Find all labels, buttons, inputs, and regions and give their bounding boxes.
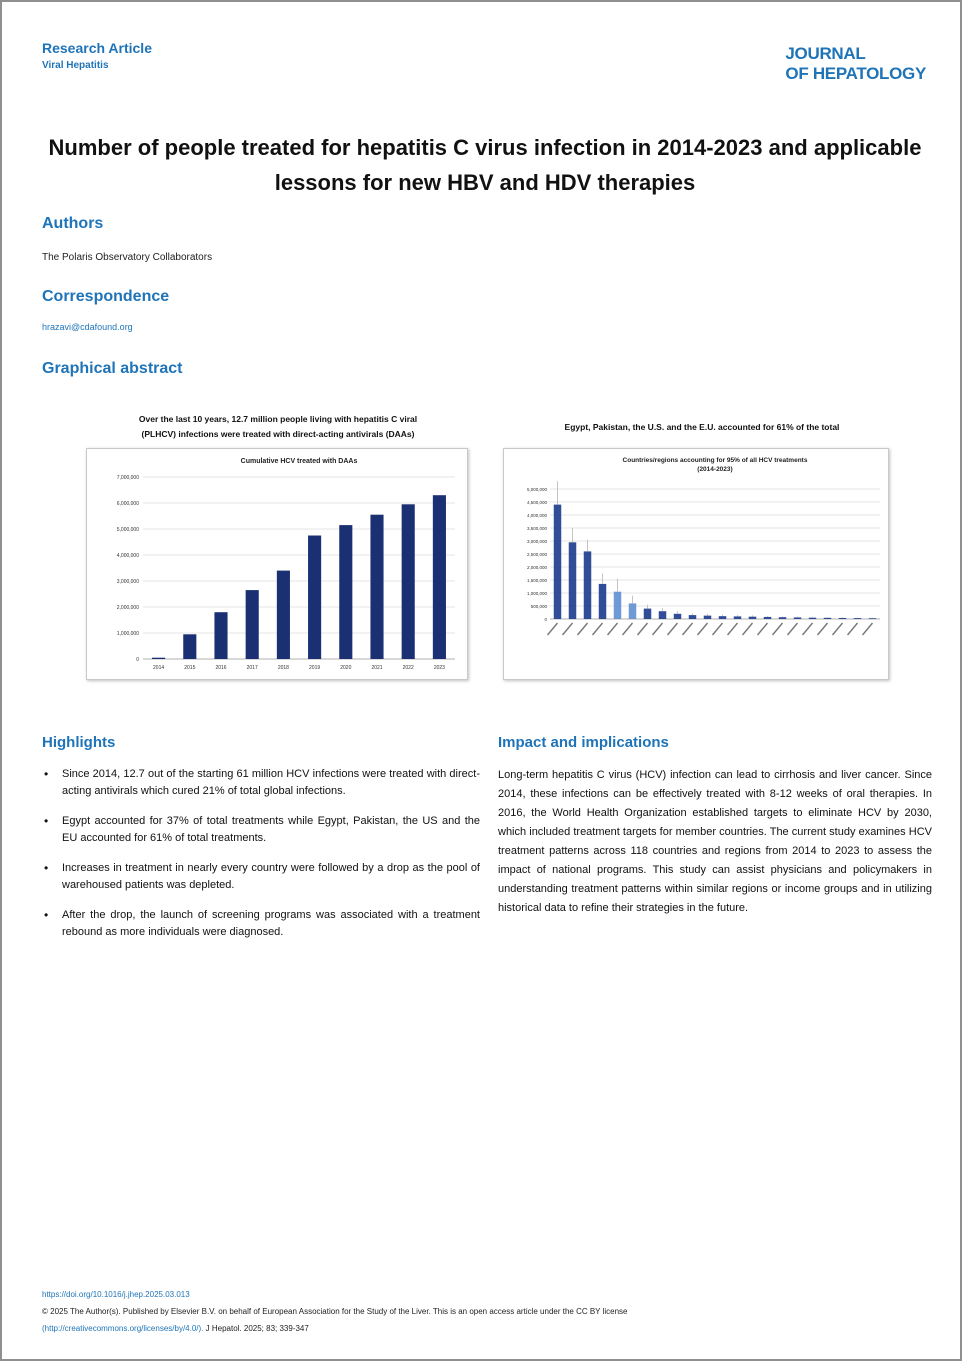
bar: [183, 634, 196, 659]
highlights-list: [42, 766, 480, 954]
x-tick-mark: [623, 623, 633, 635]
y-tick-label: 5,000,000: [526, 487, 547, 492]
highlight-item: • Since 2014, 12.7 out of the starting 61 million HCV infections were treated with direct-acting antivirals which cured 21% of total global infections.: [42, 766, 480, 800]
x-tick-label: 2018: [277, 665, 289, 671]
y-tick-label: 0: [136, 657, 139, 663]
correspondence-heading: Correspondence: [42, 288, 170, 305]
license-line: [42, 1320, 934, 1337]
bar: [339, 525, 352, 659]
x-tick-label: 2023: [433, 665, 445, 671]
y-tick-label: 3,500,000: [526, 526, 547, 531]
highlights-heading: Highlights: [42, 734, 116, 751]
x-tick-mark: [728, 623, 738, 635]
journal-logo: [785, 44, 926, 84]
x-tick-label: 2020: [340, 665, 352, 671]
graphical-abstract-heading: Graphical abstract: [42, 360, 183, 377]
x-tick-mark: [743, 623, 753, 635]
x-tick-mark: [578, 623, 588, 635]
x-tick-label: 2019: [309, 665, 321, 671]
y-tick-label: 5,000,000: [116, 527, 139, 533]
highlight-item: • Increases in treatment in nearly every country were followed by a drop as the pool of warehoused patients was depleted.: [42, 860, 480, 894]
x-tick-mark: [803, 623, 813, 635]
y-tick-label: 4,500,000: [526, 500, 547, 505]
country-treatments-chart-svg: [504, 449, 888, 679]
x-tick-mark: [563, 623, 573, 635]
y-tick-label: 1,000,000: [116, 631, 139, 637]
chart-title: Countries/regions accounting for 95% of all HCV treatments: [622, 457, 808, 464]
bar: [629, 603, 637, 619]
bar: [370, 515, 383, 659]
bar: [584, 551, 592, 619]
bar: [839, 618, 847, 619]
x-tick-mark: [848, 623, 858, 635]
authors-heading: Authors: [42, 215, 104, 232]
bar: [599, 584, 607, 619]
x-tick-label: 2014: [153, 665, 165, 671]
y-tick-label: 4,000,000: [526, 513, 547, 518]
left-caption-line1: Over the last 10 years, 12.7 million people living with hepatitis C viral: [138, 414, 418, 424]
article-title: Number of people treated for hepatitis C virus infection in 2014-2023 and applicable lessons for new HBV and HDV therapies: [48, 135, 922, 195]
y-tick-label: 1,500,000: [526, 578, 547, 583]
x-tick-mark: [638, 623, 648, 635]
x-tick-mark: [668, 623, 678, 635]
x-tick-mark: [608, 623, 618, 635]
cumulative-treated-chart: [86, 448, 468, 680]
bar: [614, 592, 622, 619]
bar: [809, 618, 817, 619]
article-header: [42, 40, 152, 71]
journal-logo-line2: OF HEPATOLOGY: [785, 64, 926, 83]
graphical-abstract-right-caption: Egypt, Pakistan, the U.S. and the E.U. accounted for 61% of the total: [564, 422, 840, 432]
x-tick-mark: [758, 623, 768, 635]
x-tick-label: 2017: [246, 665, 258, 671]
y-tick-label: 2,000,000: [116, 605, 139, 611]
correspondence-email[interactable]: hrazavi@cdafound.org: [42, 322, 133, 332]
bar: [308, 536, 321, 660]
article-footer: [42, 1286, 934, 1337]
bar: [214, 612, 227, 659]
chart-title: Cumulative HCV treated with DAAs: [240, 458, 358, 465]
impact-text: Long-term hepatitis C virus (HCV) infection can lead to cirrhosis and liver cancer. Since 2014, these infections can be effectively treated with 8-12 weeks of oral therapies. In 2016, the World Health Organization established targets to eliminate HCV by 2030, which included treatment targets for member countries. The current study examines HCV treatment patterns across 118 countries and regions from 2014 to 2023 to assess the impact of national programs. This study can assist physicians and policymakers in understanding treatment patterns within similar regions or income groups and in utilizing historical data to refine their strategies in the future.: [498, 769, 932, 914]
y-tick-label: 0: [544, 617, 547, 622]
bar: [554, 505, 562, 619]
x-tick-mark: [863, 623, 873, 635]
y-tick-label: 2,500,000: [526, 552, 547, 557]
y-tick-label: 3,000,000: [116, 579, 139, 585]
bar: [246, 590, 259, 659]
y-tick-label: 6,000,000: [116, 501, 139, 507]
y-tick-label: 3,000,000: [526, 539, 547, 544]
cumulative-treated-chart-svg: [87, 449, 467, 679]
y-tick-label: 1,000,000: [526, 591, 547, 596]
bar: [719, 616, 727, 619]
bar: [659, 611, 667, 619]
x-tick-label: 2015: [184, 665, 196, 671]
y-tick-label: 500,000: [530, 604, 547, 609]
bar: [794, 617, 802, 619]
citation: J Hepatol. 2025; 83; 339-347: [205, 1324, 309, 1333]
journal-logo-line1: JOURNAL: [785, 44, 866, 63]
left-caption-line2: (PLHCV) infections were treated with direct-acting antivirals (DAAs): [141, 429, 415, 439]
bar: [869, 618, 877, 619]
y-tick-label: 4,000,000: [116, 553, 139, 559]
bar: [734, 616, 742, 619]
bar: [689, 615, 697, 619]
x-tick-label: 2022: [402, 665, 414, 671]
bar: [779, 617, 787, 619]
graphical-abstract-left-caption: [74, 412, 482, 442]
x-tick-mark: [548, 623, 558, 635]
x-tick-mark: [713, 623, 723, 635]
x-tick-mark: [683, 623, 693, 635]
bar: [764, 617, 772, 619]
impact-heading: Impact and implications: [498, 734, 669, 751]
x-tick-mark: [773, 623, 783, 635]
article-type: Research Article: [42, 40, 152, 56]
y-tick-label: 2,000,000: [526, 565, 547, 570]
bar: [824, 618, 832, 619]
bar: [644, 609, 652, 619]
country-treatments-chart: [503, 448, 889, 680]
x-tick-mark: [653, 623, 663, 635]
bar: [402, 504, 415, 659]
bar: [433, 495, 446, 659]
bar: [854, 618, 862, 619]
bar: [569, 542, 577, 619]
x-tick-mark: [788, 623, 798, 635]
highlight-item: • Egypt accounted for 37% of total treatments while Egypt, Pakistan, the US and the EU accounted for 61% of total treatments.: [42, 813, 480, 847]
bar: [749, 617, 757, 619]
bar: [704, 616, 712, 619]
x-tick-mark: [593, 623, 603, 635]
x-tick-label: 2016: [215, 665, 227, 671]
highlight-item: • After the drop, the launch of screening programs was associated with a treatment rebound as more individuals were diagnosed.: [42, 907, 480, 941]
article-subtype: Viral Hepatitis: [42, 60, 109, 71]
copyright-notice: © 2025 The Author(s). Published by Elsevier B.V. on behalf of European Association for the Study of the Liver. This is an open access article under the CC BY license: [42, 1307, 628, 1316]
x-tick-mark: [833, 623, 843, 635]
bar: [152, 658, 165, 659]
x-tick-label: 2021: [371, 665, 383, 671]
chart-subtitle: (2014-2023): [697, 466, 733, 473]
doi-link[interactable]: https://doi.org/10.1016/j.jhep.2025.03.013: [42, 1290, 190, 1299]
x-tick-mark: [818, 623, 828, 635]
bar: [277, 571, 290, 659]
bar: [674, 614, 682, 619]
authors-text: The Polaris Observatory Collaborators: [42, 252, 213, 263]
license-link[interactable]: (http://creativecommons.org/licenses/by/4.0/).: [42, 1324, 204, 1333]
y-tick-label: 7,000,000: [116, 475, 139, 481]
x-tick-mark: [698, 623, 708, 635]
